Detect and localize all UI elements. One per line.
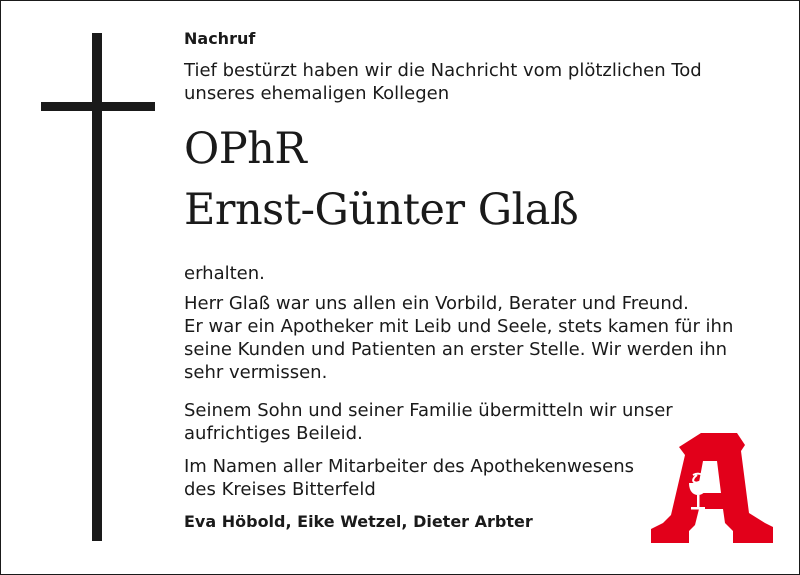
paragraph-line: aufrichtiges Beileid. (184, 423, 363, 444)
paragraph-line: seine Kunden und Patienten an erster Stelle. Wir werden ihn (184, 339, 728, 360)
intro-line: unseres ehemaligen Kollegen (184, 83, 450, 104)
paragraph-line: sehr vermissen. (184, 362, 328, 383)
condolence-paragraph (184, 399, 673, 445)
received-text: erhalten. (184, 263, 265, 284)
paragraph-line: Herr Glaß war uns allen ein Vorbild, Berater und Freund. (184, 293, 689, 314)
signers: Eva Höbold, Eike Wetzel, Dieter Arbter (184, 512, 533, 531)
tribute-paragraph (184, 292, 733, 384)
paragraph-line: Seinem Sohn und seiner Familie übermitteln wir unser (184, 400, 673, 421)
intro-text (184, 59, 702, 105)
deceased-name: Ernst-Günter Glaß (184, 185, 579, 235)
deceased-title: OPhR (184, 124, 307, 174)
notice-heading: Nachruf (184, 29, 256, 48)
intro-line: Tief bestürzt haben wir die Nachricht vom plötzlichen Tod (184, 60, 702, 81)
apotheke-a-logo-icon (649, 431, 775, 545)
paragraph-line: des Kreises Bitterfeld (184, 479, 376, 500)
paragraph-line: Er war ein Apotheker mit Leib und Seele, stets kamen für ihn (184, 316, 734, 337)
paragraph-line: Im Namen aller Mitarbeiter des Apothekenwesens (184, 456, 634, 477)
cross-horizontal-bar (41, 102, 155, 111)
on-behalf-paragraph (184, 455, 634, 501)
